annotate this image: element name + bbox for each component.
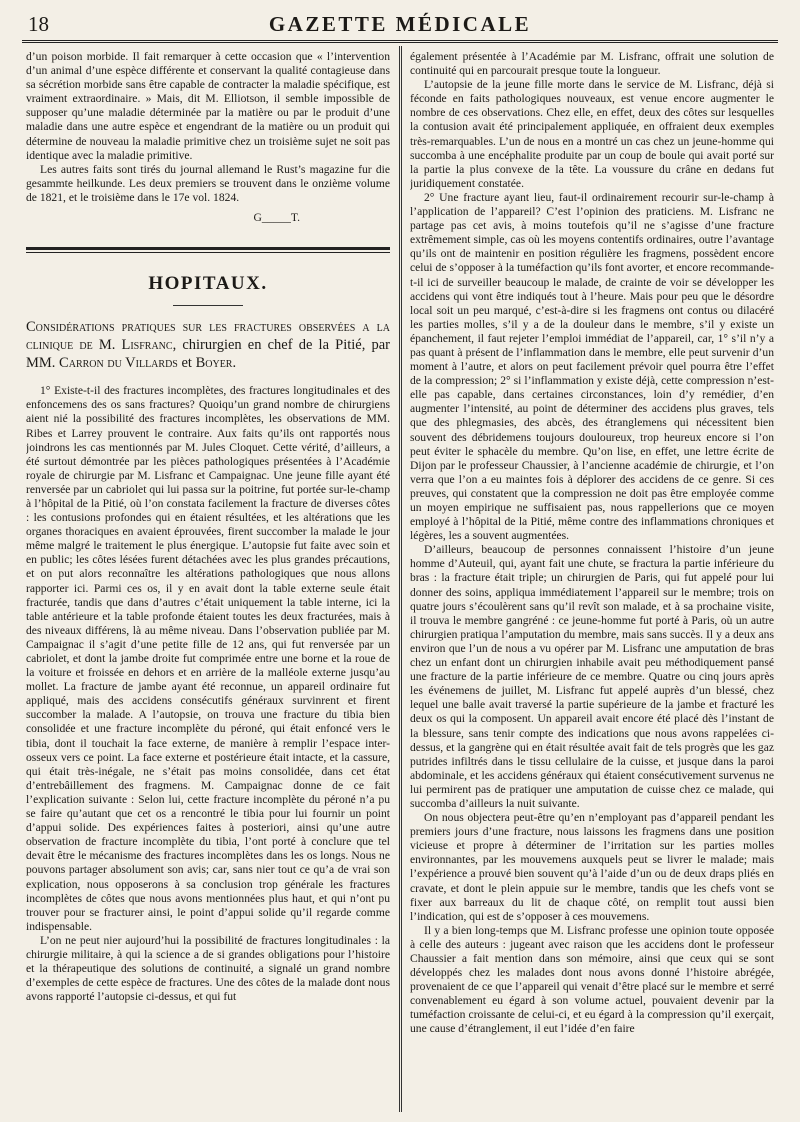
paragraph: 1° Existe-t-il des fractures incomplètes, des fractures longitudinales et des enfoncemens des os sans fractures? Quoiqu’un grand nombre de chirurgiens aient nié la possibilité des fractures incomplètes, les observations de MM. Ribes et Larrey prouvent le contraire. Aux faits qu’ils ont rapportés nous joindrons les cas mentionnés par M. Jules Cloquet. Cette vérité, d’ailleurs, a été surtout démontrée par les pièces pathologiques présentées à l’Académie royale de chirurgie par M. Lisfranc et Campaignac. Une jeune fille ayant été renversée par un cabriolet qui lui passa sur la poitrine, fut portée sur-le-champ à l’hôpital de la Pitié, où l’on constata facilement la fracture de diverses côtes : les contusions profondes qui en étaient résultées, et les altérations que les organes thoraciques en avaient éprouvées, firent succomber la malade le jour même malgré le traitement le plus énergique. L’autopsie fut faite avec soin et en public; les côtes lésées furent détachées avec les plus grandes précautions, et on put alors reconnaître les altérations pathologiques que nous allons rapporter ici. Parmi ces os, il y en avait dont la table externe seule était fracturée, tandis que dans d’autres c’était uniquement la table interne, ici la table antérieure et la table profonde étaient toutes les deux fracturées, mais à des niveaux différens, là au même niveau. Dans l’observation publiée par M. Campaignac il s’agit d’une petite fille de 12 ans, qui fut renversée par un cabriolet, et dont la jambe droite fut comprimée entre une borne et la roue de la voiture et froissée en dehors et en arrière de la malléole externe jusqu’au mollet. La fracture de jambe ayant été reconnue, un appareil ordinaire fut appliqué, mais des accidens consécutifs généraux survinrent et firent succomber la malade. A l’autopsie, on trouva une fracture du tibia bien consolidée et une fracture incomplète du péroné, qui était enfoncé vers le tibia, dont il touchait la face externe, de manière à remplir l’espace inter-osseux vers ce point. La face externe et postérieure était intacte, et la cassure, qui était très-inégale, ne s’était pas moins consolidée, dans cet état d’entrebâillement des fragmens. M. Campaignac donne de ce fait l’explication suivante : Selon lui, cette fracture incomplète du péroné n’a pu se faire qu’autant que cet os a rencontré le tibia pour lui fournir un point d’appui solide. Des expériences faites à posteriori, ainsi qu’une autre observation de fracture incomplète du tibia, l’ont porté à conclure que tel devait être le mécanisme des fractures incomplètes dans les os longs. Nous ne pouvons partager absolument son avis; car, sans nier tout ce qu’a de vrai son explication, nous opposerons à sa conclusion trop générale les fractures incomplètes de côtes que nous avons mentionnées plus haut, et qui n’ont pu trouver pour se fracturer ainsi, le point d’appui solide qu’il regarde comme indispensable. <box>26 384 390 933</box>
article-title-part: , chirurgien en chef de la Pitié, par MM. <box>26 337 390 372</box>
paragraph: également présentée à l’Académie par M. Lisfranc, offrait une solution de continuité qui en parcourait presque toute la longueur. <box>410 50 774 78</box>
paragraph: D’ailleurs, beaucoup de personnes connaissent l’histoire d’un jeune homme d’Auteuil, qui, ayant fait une chute, se fractura la partie inférieure du bras : la fracture était triple; un chirurgien de Paris, qui fut appelé pour lui donner des soins, appliqua immédiatement l’appareil sur le membre; trois on quatre jours s’écoulèrent sans qu’il revît son malade, et à sa prochaine visite, il trouva le membre gangréné : ce jeune-homme fut porté à Paris, où un autre chirurgien pratiqua l’amputation du membre, mais sans succès. Il y a deux ans environ que l’un de nous a vu opérer par M. Lisfranc une amputation de bras chez un enfant dont un chirurgien inhabile avait peu méthodiquement pansé une fracture de la partie inférieure de ce membre. Quatre ou cinq jours après les événemens de juillet, M. Lisfranc fut appelé auprès d’un blessé, chez lequel une balle avait traversé la partie supérieure de la jambe et fracturé les deux os qui la composent. Un appareil avait encore été placé dès l’instant de la blessure, sans tenir compte des indications que nous avons rappelées ci-dessus, et la gangrène qui en était résultée avait fait de tels progrès que les gaz putrides infiltrés dans le tissu cellulaire de la cuisse, et jusque dans la paroi abdominale, et les accidens généraux qui étaient consécutivement survenus ne lui permirent pas de pratiquer une amputation de cuisse chez ce malade, qui succomba d’ailleurs la nuit suivante. <box>410 543 774 810</box>
paragraph: Les autres faits sont tirés du journal allemand le Rust’s magazine fur die gesammte heilkunde. Les deux premiers se trouvent dans le onzième volume de 1821, et le troisième dans le 17e vol. 1824. <box>26 162 390 204</box>
section-title: HOPITAUX. <box>148 273 268 295</box>
signature: G_____T. <box>253 211 300 225</box>
right-column <box>410 50 774 1114</box>
newspaper-page <box>22 10 778 1114</box>
paragraph: L’autopsie de la jeune fille morte dans le service de M. Lisfranc, déjà si féconde en faits pathologiques nouveaux, est venue encore augmenter le nombre de ces observations. Chez elle, en effet, deux des côtes sur lesquelles la contusion avait été principalement appliquée, en offraient deux exemples très-remarquables. L’un de nous en a montré un cas chez un jeune-homme qui succomba à une encéphalite produite par un coup de boule qui avait porté sur la partie la plus convexe de la tête. La voussure du crâne en dedans fut juridiquement constatée. <box>410 78 774 190</box>
section-rule <box>26 247 390 253</box>
page-header <box>22 10 778 40</box>
article-title <box>26 318 390 372</box>
title-underline <box>173 305 243 306</box>
page-number: 18 <box>28 12 49 36</box>
article-title-part: . <box>232 355 237 372</box>
article-author: Boyer <box>195 355 233 372</box>
journal-title: GAZETTE MÉDICALE <box>268 12 532 36</box>
paragraph: On nous objectera peut-être qu’en n’employant pas d’appareil pendant les premiers jours d’une fracture, nous laissons les fragmens dans une position vicieuse et propre à déterminer de l’irritation sur les parties molles environnantes, par les mouvemens auxquels peut se livrer le malade; mais l’expérience a prouvé bien souvent qu’à l’aide d’un ou de deux draps pliés en cravate, et dont le plein appuie sur le membre, tandis que les chefs vont se fixer aux barreaux du lit de chaque côté, on remplit tout aussi bien l’indication, qui est de s’opposer à ces mouvemens. <box>410 811 774 923</box>
column-separator <box>399 46 404 1112</box>
article-author: Carron du Villards <box>59 355 178 372</box>
article-title-part: Considérations pratiques sur les fractures observées a la clinique de M. Lisfranc <box>26 319 390 354</box>
paragraph: Il y a bien long-temps que M. Lisfranc professe une opinion toute opposée à celle des auteurs : jugeant avec raison que les accidens dont le professeur Chaussier a fait mention dans son mémoire, ainsi que ceux qui se sont développés chez les malades dont nous avons donné l’histoire abrégée, provenaient de ce que l’appareil qui venait d’être placé sur le membre et serré convenablement eu égard à son volume actuel, pouvaient devenir par la tuméfaction croissante de celui-ci, et eu égard à la compression qu’il exerçait, une cause d’étranglement, il eut l’idée d’en faire <box>410 923 774 1036</box>
paragraph: L’on ne peut nier aujourd’hui la possibilité de fractures longitudinales : la chirurgie militaire, à qui la science a de si grandes obligations pour l’histoire et la thérapeutique des solutions de continuité, a signalé un grand nombre d’exemples de cette espèce de fractures. Une des côtes de la malade dont nous avons rapporté l’autopsie ci-dessus, et qui fut <box>26 933 390 1004</box>
paragraph: d’un poison morbide. Il fait remarquer à cette occasion que « l’intervention d’un animal d’une espèce différente et conservant la qualité contagieuse dans sa sécrétion morbide sans être capable de contracter la maladie spécifique, est vraiment extraordinaire. » Mais, dit M. Elliotson, il semble impossible de supposer qu’une maladie déterminée par la matière ou par le produit d’une maladie dans une autre espèce et engendrant de la matière ou un produit qui détermine de nouveau la maladie primitive chez un troisième sujet ne soit pas identique avec la maladie primitive. <box>26 50 390 162</box>
left-column <box>26 50 390 1114</box>
article-title-part: et <box>177 355 196 372</box>
paragraph: 2° Une fracture ayant lieu, faut-il ordinairement recourir sur-le-champ à l’application de l’appareil? C’est l’opinion des praticiens. M. Lisfranc ne partage pas cet avis, à moins toutefois qu’il ne s’agisse d’une fracture extrêmement simple, cas où les moyens contentifs ordinaires, outre l’avantage qu’ils ont de maintenir en position régulière les fragmens, possèdent encore celui de s’opposer à la tuméfaction qu’ils font avorter, et encore recommande-t-il ici de surveiller beaucoup le malade, de crainte de voir se développer les accidens qui vont être indiqués tout à l’heure. Mais pour peu que le désordre local soit un peu marqué, c’est-à-dire si les fragmens ont contus ou dilacéré les parties molles, s’il y a de la douleur dans le membre, s’il y existe un épanchement, il faut rejeter l’emploi immédiat de l’appareil, car, 1° s’il n’y a pas quant à présent de l’inflammation dans le membre, elle peut survenir d’un moment à l’autre, et alors on peut facilement prévoir quel pourra être l’effet de la compression; 2° si l’inflammation y existe déjà, cette compression n’est-elle pas capable, dans certaines circonstances, loin d’y remédier, d’en augmenter l’intensité, au point de déterminer des accidens plus graves, tels que des phlegmasies, des abcès, des étranglemens qui nécessitent bien souvent des débridemens toujours douloureux, trop heureux encore si l’on peut éviter le sphacèle du membre. Qu’on lise, en effet, une lettre écrite de Dijon par le professeur Chaussier, à l’ancienne académie de chirurgie, et l’on verra que l’on a eu maintes fois à déplorer des accidens de ce genre. Si ces preuves, qui constatent que la compression ne doit pas être employée comme un moyen empirique ne suffisaient pas, nous rappellerions que ce moyen employé à l’hôpital de la Pitié, même contre des inflammations chroniques et légères, les a souvent augmentées. <box>410 190 774 543</box>
